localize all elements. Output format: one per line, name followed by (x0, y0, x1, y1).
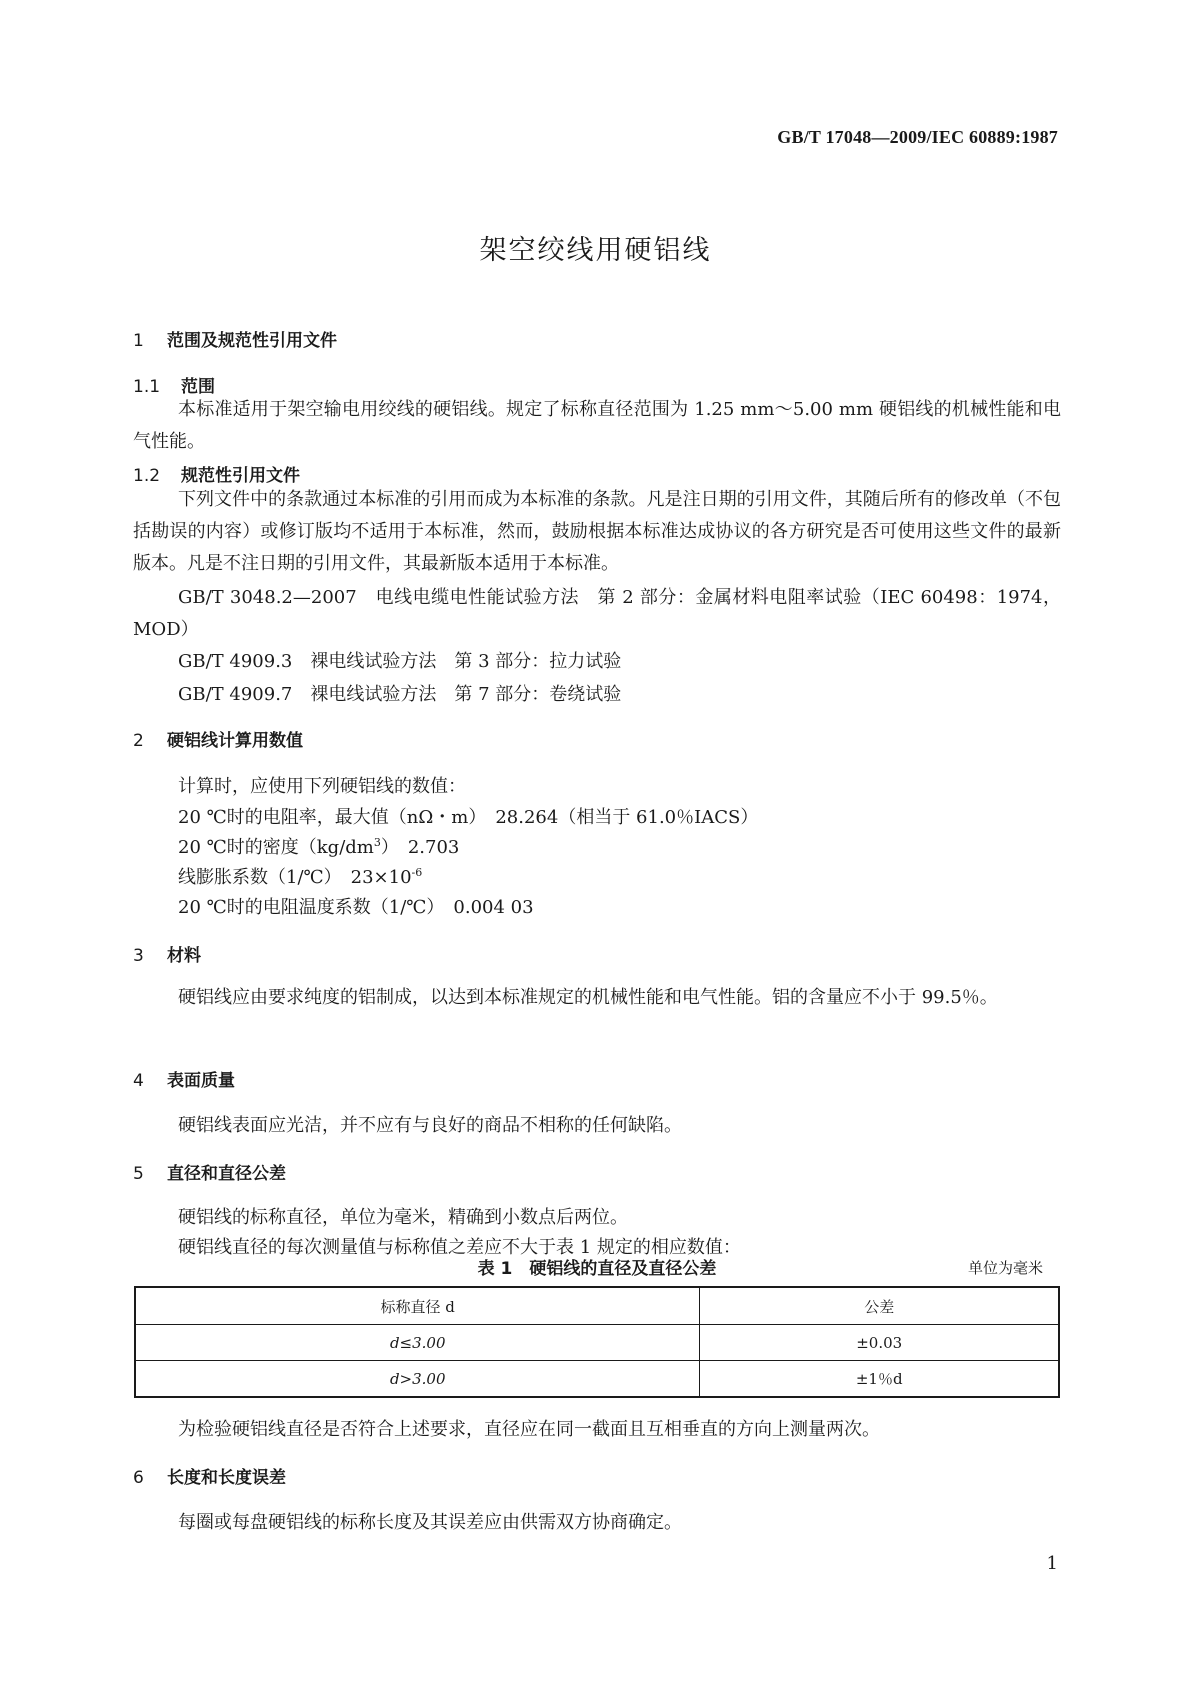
section-5-heading (133, 1159, 286, 1184)
section-number: 1.1 (133, 377, 161, 397)
section-title: 表面质量 (167, 1071, 235, 1091)
surface-quality-paragraph: 硬铝线表面应光洁，并不应有与良好的商品不相称的任何缺陷。 (178, 1115, 682, 1136)
section-number: 5 (133, 1164, 144, 1184)
section-number: 1 (133, 331, 144, 351)
section-number: 4 (133, 1071, 144, 1091)
temperature-coefficient-value: 20 ℃时的电阻温度系数（1/℃） 0.004 03 (178, 897, 534, 918)
section-title: 硬铝线计算用数值 (167, 731, 303, 751)
table-cell: d≤3.00 (135, 1325, 700, 1361)
section-title: 范围及规范性引用文件 (167, 331, 337, 351)
section-3-heading (133, 941, 201, 966)
table-cell: ±1％d (700, 1361, 1059, 1398)
page-number: 1 (1046, 1553, 1058, 1574)
section-title: 长度和长度误差 (167, 1468, 286, 1488)
table-cell: d>3.00 (135, 1361, 700, 1398)
section-title: 规范性引用文件 (181, 466, 300, 486)
table-row (135, 1361, 1059, 1398)
document-title: 架空绞线用硬铝线 (479, 235, 712, 266)
diameter-line-1: 硬铝线的标称直径，单位为毫米，精确到小数点后两位。 (178, 1207, 628, 1228)
section-number: 1.2 (133, 466, 161, 486)
density-value: 20 ℃时的密度$(kg/dm^3)$ 2.703 (178, 836, 460, 858)
reference-item: GB/T 3048.2—2007 电线电缆电性能试验方法 第 2 部分：金属材料电阻率试验（IEC 60498：1974，MOD） (133, 587, 1061, 640)
diameter-tolerance-table (134, 1286, 1060, 1398)
table-header-cell: 公差 (700, 1287, 1059, 1325)
normative-references-paragraph: 下列文件中的条款通过本标准的引用而成为本标准的条款。凡是注日期的引用文件，其随后所有的修改单（不包括勘误的内容）或修订版均不适用于本标准，然而，鼓励根据本标准达成协议的各方研究是否可使用这些文件的最新版本。凡是不注日期的引用文件，其最新版本适用于本标准。 (133, 489, 1061, 574)
section-title: 直径和直径公差 (167, 1164, 286, 1184)
scope-paragraph: 本标准适用于架空输电用绞线的硬铝线。规定了标称直径范围为 1.25 mm～5.00 mm 硬铝线的机械性能和电气性能。 (133, 399, 1061, 452)
section-1-heading (133, 326, 337, 351)
section-number: 6 (133, 1468, 144, 1488)
section-6-heading (133, 1463, 286, 1488)
table-header-row (135, 1287, 1059, 1325)
material-paragraph: 硬铝线应由要求纯度的铝制成，以达到本标准规定的机械性能和电气性能。铝的含量应不小于 99.5％。 (178, 987, 998, 1008)
resistivity-value: 20 ℃时的电阻率，最大值（nΩ・m） 28.264（相当于 61.0％IACS） (178, 807, 759, 828)
reference-item: GB/T 4909.3 裸电线试验方法 第 3 部分：拉力试验 (178, 651, 622, 672)
section-title: 材料 (167, 946, 201, 966)
diameter-line-2: 硬铝线直径的每次测量值与标称值之差应不大于表 1 规定的相应数值： (178, 1237, 741, 1258)
table-row (135, 1325, 1059, 1361)
table-unit: 单位为毫米 (967, 1259, 1043, 1277)
table-caption: 表 1 硬铝线的直径及直径公差 (477, 1259, 717, 1279)
measurement-note: 为检验硬铝线直径是否符合上述要求，直径应在同一截面且互相垂直的方向上测量两次。 (178, 1419, 880, 1440)
reference-item: GB/T 4909.7 裸电线试验方法 第 7 部分：卷绕试验 (178, 684, 622, 705)
table-cell: ±0.03 (700, 1325, 1059, 1361)
section-number: 2 (133, 731, 144, 751)
standard-code: GB/T 17048—2009/IEC 60889:1987 (777, 127, 1058, 147)
section-1-2-heading (133, 461, 300, 486)
section-title: 范围 (181, 377, 215, 397)
calc-intro: 计算时，应使用下列硬铝线的数值： (178, 776, 466, 797)
section-2-heading (133, 726, 303, 751)
section-4-heading (133, 1066, 235, 1091)
table-header-cell: 标称直径 d (135, 1287, 700, 1325)
length-paragraph: 每圈或每盘硬铝线的标称长度及其误差应由供需双方协商确定。 (178, 1512, 682, 1533)
section-number: 3 (133, 946, 144, 966)
expansion-coefficient-value: 线膨胀系数（1/℃） $23\times 10^{-6}$ (178, 866, 423, 888)
